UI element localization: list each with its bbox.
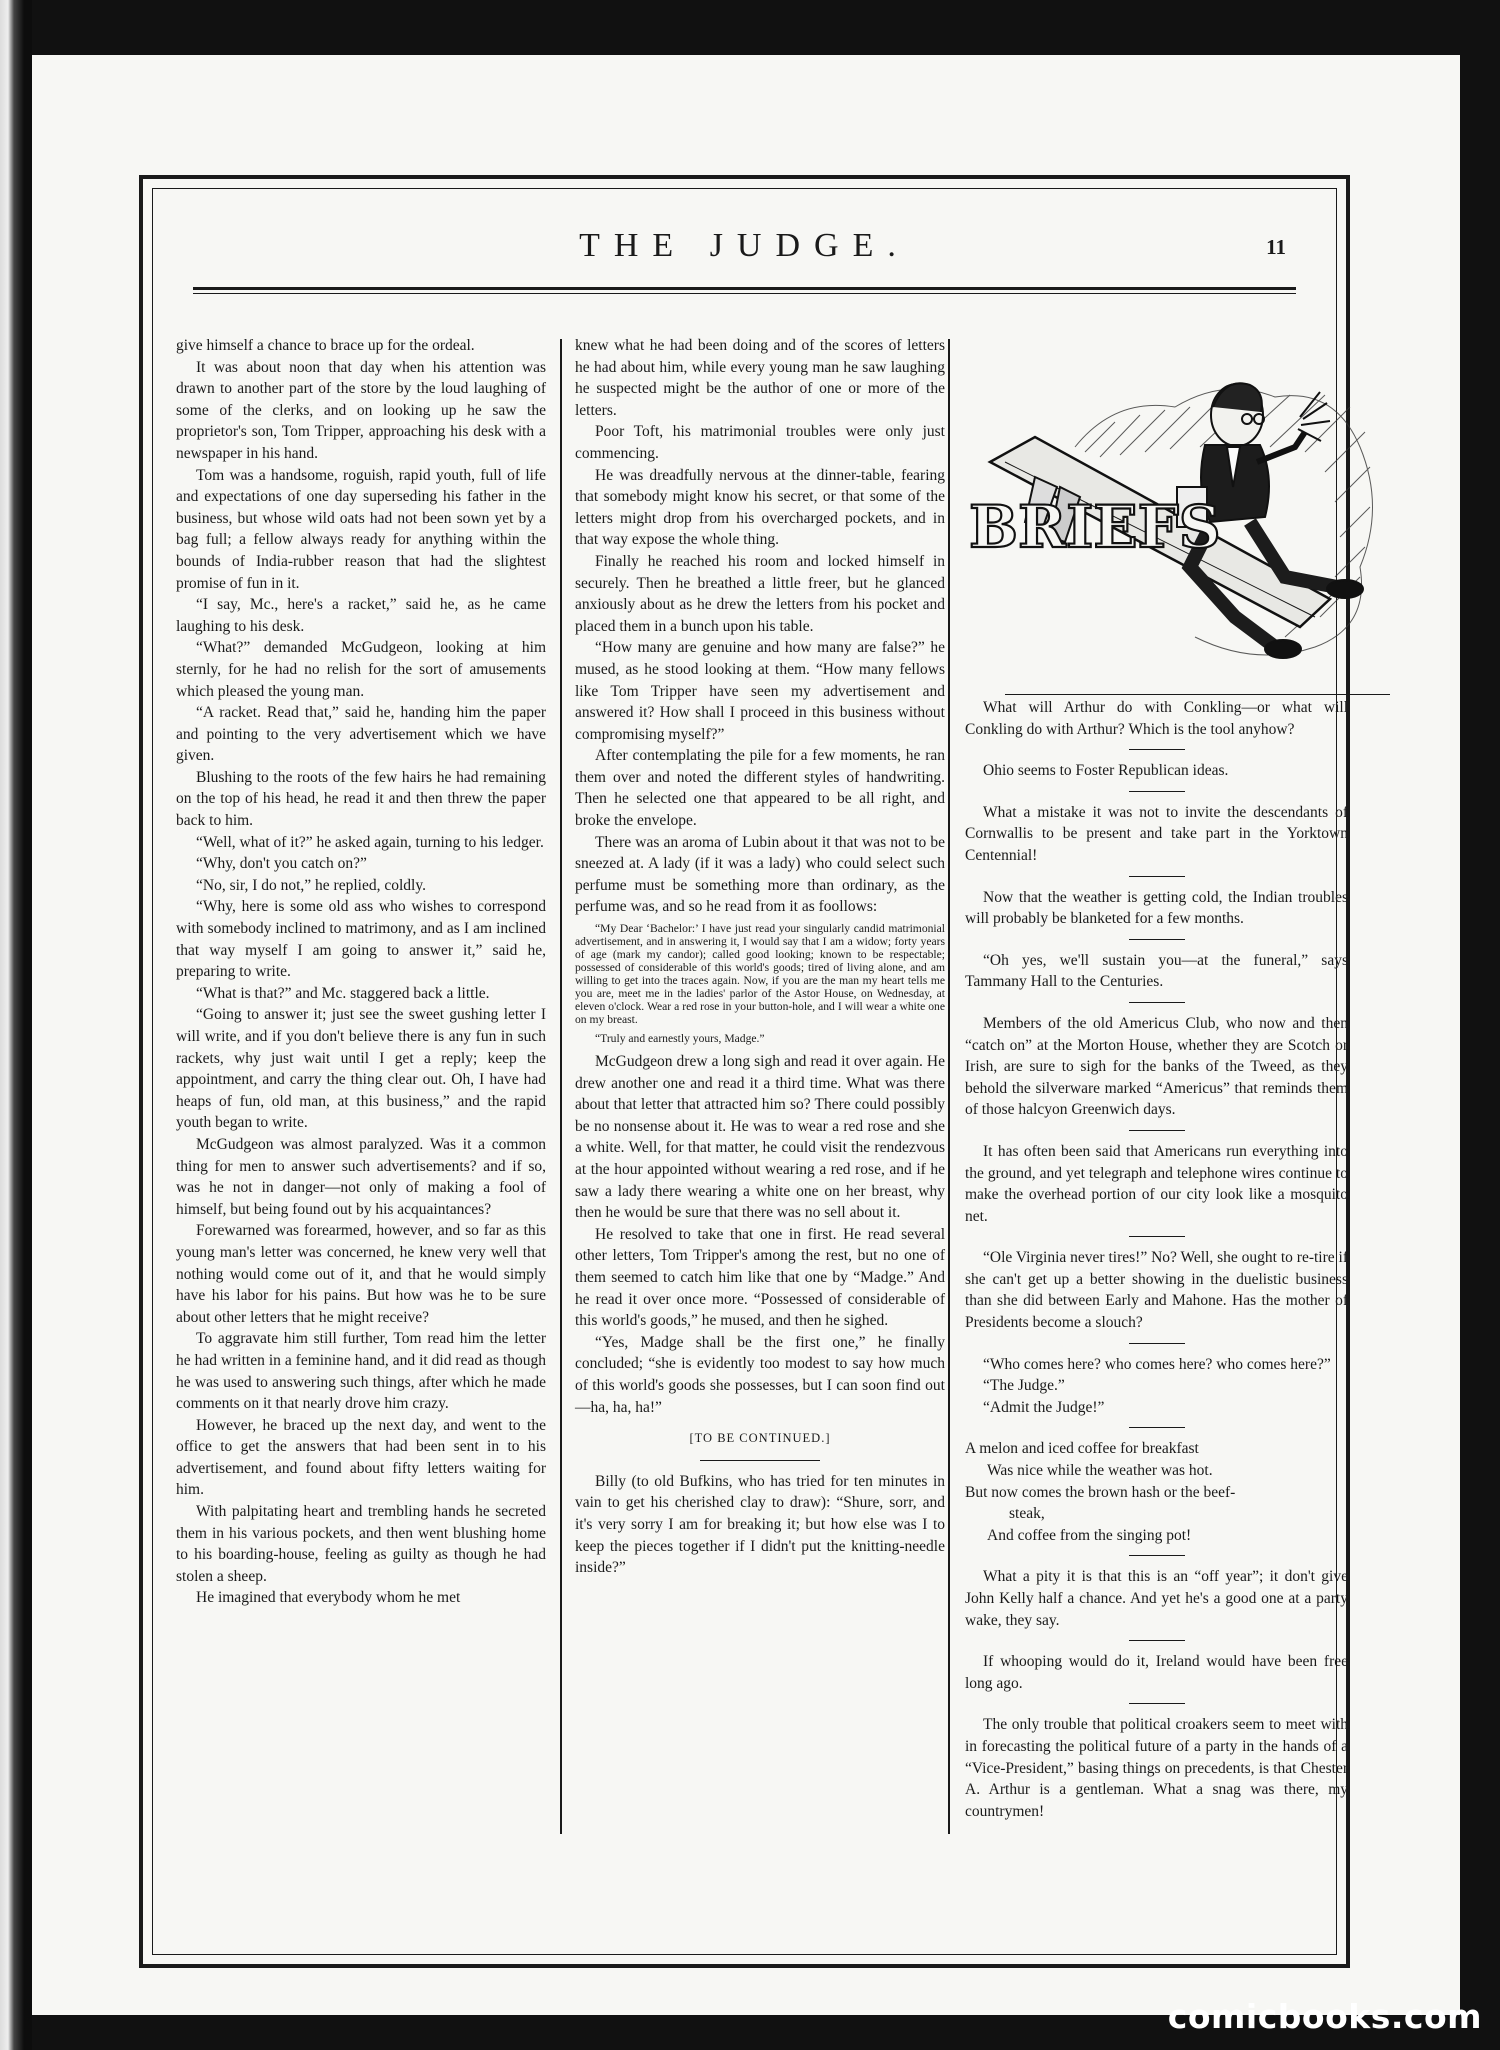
column-1 [176, 335, 546, 1609]
newspaper-page [32, 55, 1460, 2015]
brief-item: What a pity it is that this is an “off year”; it don't give John Kelly half a chance. And yet he's a good one at a party wake, they say. [965, 1568, 1348, 1629]
column-2 [575, 335, 945, 1579]
divider [1129, 791, 1185, 792]
paragraph: With palpitating heart and trembling hands he secreted them in his various pockets, and then went blushing home to his boarding-house, feeling as guilty as though he had stolen a sheep. [176, 1503, 546, 1585]
brief-dialogue-line: “Who comes here? who comes here? who comes here?” [983, 1355, 1331, 1373]
brief-item: Ohio seems to Foster Republican ideas. [983, 762, 1229, 780]
paragraph: McGudgeon drew a long sigh and read it over again. He drew another one and read it a third time. What was there about that letter that attracted him so? There could possibly be no nonsense about it. He was to wear a red rose and she a white. Well, for that matter, he could visit the rendezvous at the hour appointed without wearing a red rose, and if he saw a lady there wearing a white one on her breast, why then he would be sure that there was no sell about it. [575, 1053, 945, 1222]
column-3-briefs [965, 697, 1348, 1822]
paragraph: knew what he had been doing and of the scores of letters he had about him, while every young man he saw laughing he suspected might be the author of one or more of the letters. [575, 337, 945, 419]
madge-letter-signature: “Truly and earnestly yours, Madge.” [595, 1032, 765, 1046]
brief-item: Members of the old Americus Club, who now and then “catch on” at the Morton House, whether they are Scotch or Irish, are sure to sigh for the banks of the Tweed, as they behold the silverware marked “Americus” that reminds them of those halcyon Greenwich days. [965, 1014, 1348, 1119]
paragraph: “No, sir, I do not,” he replied, coldly. [196, 876, 426, 894]
paragraph: give himself a chance to brace up for the ordeal. [176, 337, 475, 354]
verse-line: And coffee from the singing pot! [987, 1526, 1192, 1544]
scan-left-edge [0, 0, 32, 2050]
verse-line: Was nice while the weather was hot. [987, 1462, 1213, 1480]
brief-dialogue-line: “Admit the Judge!” [983, 1398, 1105, 1416]
to-be-continued: [TO BE CONTINUED.] [689, 1431, 831, 1446]
brief-verse [965, 1438, 1348, 1546]
verse-line: steak, [1009, 1505, 1045, 1523]
page-frame-inner [152, 188, 1348, 1955]
paragraph: To aggravate him still further, Tom read him the letter he had written in a feminine hand, and it did read as though he was used to answering such things, after which he made comments on it that nearly drove him crazy. [176, 1330, 546, 1413]
paragraph: McGudgeon was almost paralyzed. Was it a common thing for men to answer such advertisements? and if so, was he not in danger—not only of making a fool of himself, but being found out by his acquaintances? [176, 1135, 546, 1218]
brief-item: The only trouble that political croakers seem to meet with in forecasting the political future of a party in the hands of a “Vice-President,” basing things on precedents, is that Chester A. Arthur is a gentleman. What a snag was there, my countrymen! [965, 1716, 1348, 1820]
divider [1129, 1002, 1185, 1003]
paragraph: It was about noon that day when his attention was drawn to another part of the store by the loud laughing of some of the clerks, and on looking up he saw the proprietor's son, Tom Tripper, approaching his desk with a newspaper in his hand. [176, 358, 546, 462]
paragraph: After contemplating the pile for a few moments, he ran them over and noted the different styles of handwriting. Then he selected one that appeared to be all right, and broke the envelope. [575, 747, 945, 830]
paragraph: Forewarned was forearmed, however, and so far as this young man's letter was concerned, he knew very well that nothing would come out of it, and that he would simply have his labor for his pains. But how was he to be sure about other letters that he might receive? [176, 1222, 546, 1326]
divider [1129, 1640, 1185, 1641]
divider [1129, 1343, 1185, 1344]
paragraph: However, he braced up the next day, and went to the office to get the answers that had been sent in to his advertisement, and found about fifty letters waiting for him. [176, 1416, 546, 1499]
watermark: comicbooks.com [1167, 1997, 1482, 2036]
divider [1129, 1236, 1185, 1237]
verse-line: A melon and iced coffee for breakfast [965, 1440, 1199, 1458]
brief-dialogue-line: “The Judge.” [983, 1377, 1065, 1395]
briefs-banner: BRIEFS [969, 493, 1221, 561]
page-frame [139, 175, 1350, 1968]
paragraph: He was dreadfully nervous at the dinner-table, fearing that somebody might know his secret, or that some of the letters might drop from his overcharged pockets, and in that way expose the whole thing. [575, 466, 945, 549]
paragraph: “How many are genuine and how many are false?” he mused, as he stood looking at them. “How many fellows like Tom Tripper have seen my advertisement and answered it? How shall I proceed in this business without compromising myself?” [575, 639, 945, 743]
madge-letter: “My Dear ‘Bachelor:’ I have just read your singularly candid matrimonial advertisement, and in answering it, I would say that I am a widow; forty years of age (mark my candor); called good looking; known to be respectable; possessed of considerable of this world's goods; tired of living alone, and am willing to get into the traces again. Now, if you are the man my heart tells me you are, meet me in the ladies' parlor of the Astor House, on Wednesday, at eleven o'clock. Wear a red rose in your button-hole, and I will wear a white one on my breast. [575, 922, 945, 1027]
brief-item: It has often been said that Americans run everything into the ground, and yet telegraph and telephone wires continue to make the overhead portion of our city look like a mosquito net. [965, 1142, 1348, 1225]
divider [1129, 1703, 1185, 1704]
page-number: 11 [1266, 235, 1286, 259]
paragraph: There was an aroma of Lubin about it that was not to be sneezed at. A lady (if it was a lady) who could select such perfume must be something more than ordinary, as the perfume was, and so he read from it as foollows: [575, 833, 945, 916]
brief-item: If whooping would do it, Ireland would have been free long ago. [965, 1653, 1348, 1692]
brief-item: What will Arthur do with Conkling—or what will Conkling do with Arthur? Which is the tool anyhow? [965, 699, 1348, 738]
paragraph: “Why, here is some old ass who wishes to correspond with somebody inclined to matrimony, and as I am inclined that way myself I am going to answer it,” said he, preparing to write. [176, 898, 546, 981]
paragraph: “Why, don't you catch on?” [196, 855, 367, 873]
illustration-rule [1005, 694, 1390, 695]
briefs-illustration [965, 337, 1390, 682]
paragraph: Tom was a handsome, roguish, rapid youth, full of life and expectations of one day superseding his father in the business, but whose wild oats had not been sown yet by a bag full; a fellow always ready for anything within the bounds of India-rubber reason that had the slightest promise of fun in it. [176, 466, 546, 592]
paragraph: He resolved to take that one in first. He read several other letters, Tom Tripper's among the rest, but no one of them seemed to catch him like that one by “Madge.” And he read it over once more. “Possessed of considerable of this world's goods,” he mused, and then he sighed. [575, 1225, 945, 1330]
column-rule [560, 339, 562, 1834]
paragraph: “Going to answer it; just see the sweet gushing letter I will write, and if you don't believe there is any fun in such rackets, why just wait until I get a reply; keep the appointment, and carry the thing clear out. Oh, I have had heaps of fun, old man, at this business,” and the rapid youth began to write. [176, 1006, 546, 1132]
brief-item: Now that the weather is getting cold, the Indian troubles will probably be blanketed for a few months. [965, 888, 1348, 928]
paragraph: He imagined that everybody whom he met [196, 1589, 461, 1607]
paragraph: “What is that?” and Mc. staggered back a little. [196, 984, 490, 1002]
verse-line: But now comes the brown hash or the beef- [965, 1483, 1236, 1501]
paragraph: “A racket. Read that,” said he, handing him the paper and pointing to the very advertisement which we have given. [176, 704, 546, 765]
divider [1129, 1130, 1185, 1131]
divider [1129, 1555, 1185, 1556]
paragraph: Finally he reached his room and locked himself in securely. Then he breathed a little freer, but he glanced anxiously about as he drew the letters from his pocket and placed them in a bunch upon his table. [575, 552, 945, 635]
divider [700, 1460, 820, 1461]
column-rule [948, 339, 950, 1834]
brief-item: “Oh yes, we'll sustain you—at the funeral,” says Tammany Hall to the Centuries. [965, 951, 1348, 991]
divider [1129, 749, 1185, 750]
divider [1129, 1427, 1185, 1428]
masthead-rule-thin [193, 293, 1296, 294]
brief-item: What a mistake it was not to invite the descendants of Cornwallis to be present and take part in the Yorktown Centennial! [965, 803, 1348, 864]
paragraph: “Well, what of it?” he asked again, turning to his ledger. [196, 833, 544, 851]
divider [1129, 876, 1185, 877]
paragraph: Blushing to the roots of the few hairs he had remaining on the top of his head, he read it and then threw the paper back to him. [176, 768, 546, 830]
paragraph: “What?” demanded McGudgeon, looking at him sternly, for he had no relish for the sort of amusements which pleased the young man. [176, 639, 546, 700]
divider [1129, 939, 1185, 940]
billy-anecdote: Billy (to old Bufkins, who has tried for ten minutes in vain to get his cherished clay to draw): “Shure, sorr, and it's very sorry I am for breaking it; but how else was I to keep the pieces together if I didn't put the knitting-needle inside?” [575, 1472, 945, 1577]
paragraph: “Yes, Madge shall be the first one,” he finally concluded; “she is evidently too modest to say how much of this world's goods she possesses, but I can soon find out—ha, ha, ha!” [575, 1333, 945, 1416]
paragraph: Poor Toft, his matrimonial troubles were only just commencing. [575, 423, 945, 462]
masthead-rule [193, 287, 1296, 290]
masthead-title: THE JUDGE. [579, 227, 910, 264]
paragraph: “I say, Mc., here's a racket,” said he, as he came laughing to his desk. [176, 596, 546, 635]
briefs-seesaw-illustration-icon [965, 337, 1390, 682]
brief-item: “Ole Virginia never tires!” No? Well, she ought to re-tire if she can't get up a better showing in the duelistic business than she did between Early and Mahone. Has the mother of Presidents become a slouch? [965, 1249, 1348, 1332]
